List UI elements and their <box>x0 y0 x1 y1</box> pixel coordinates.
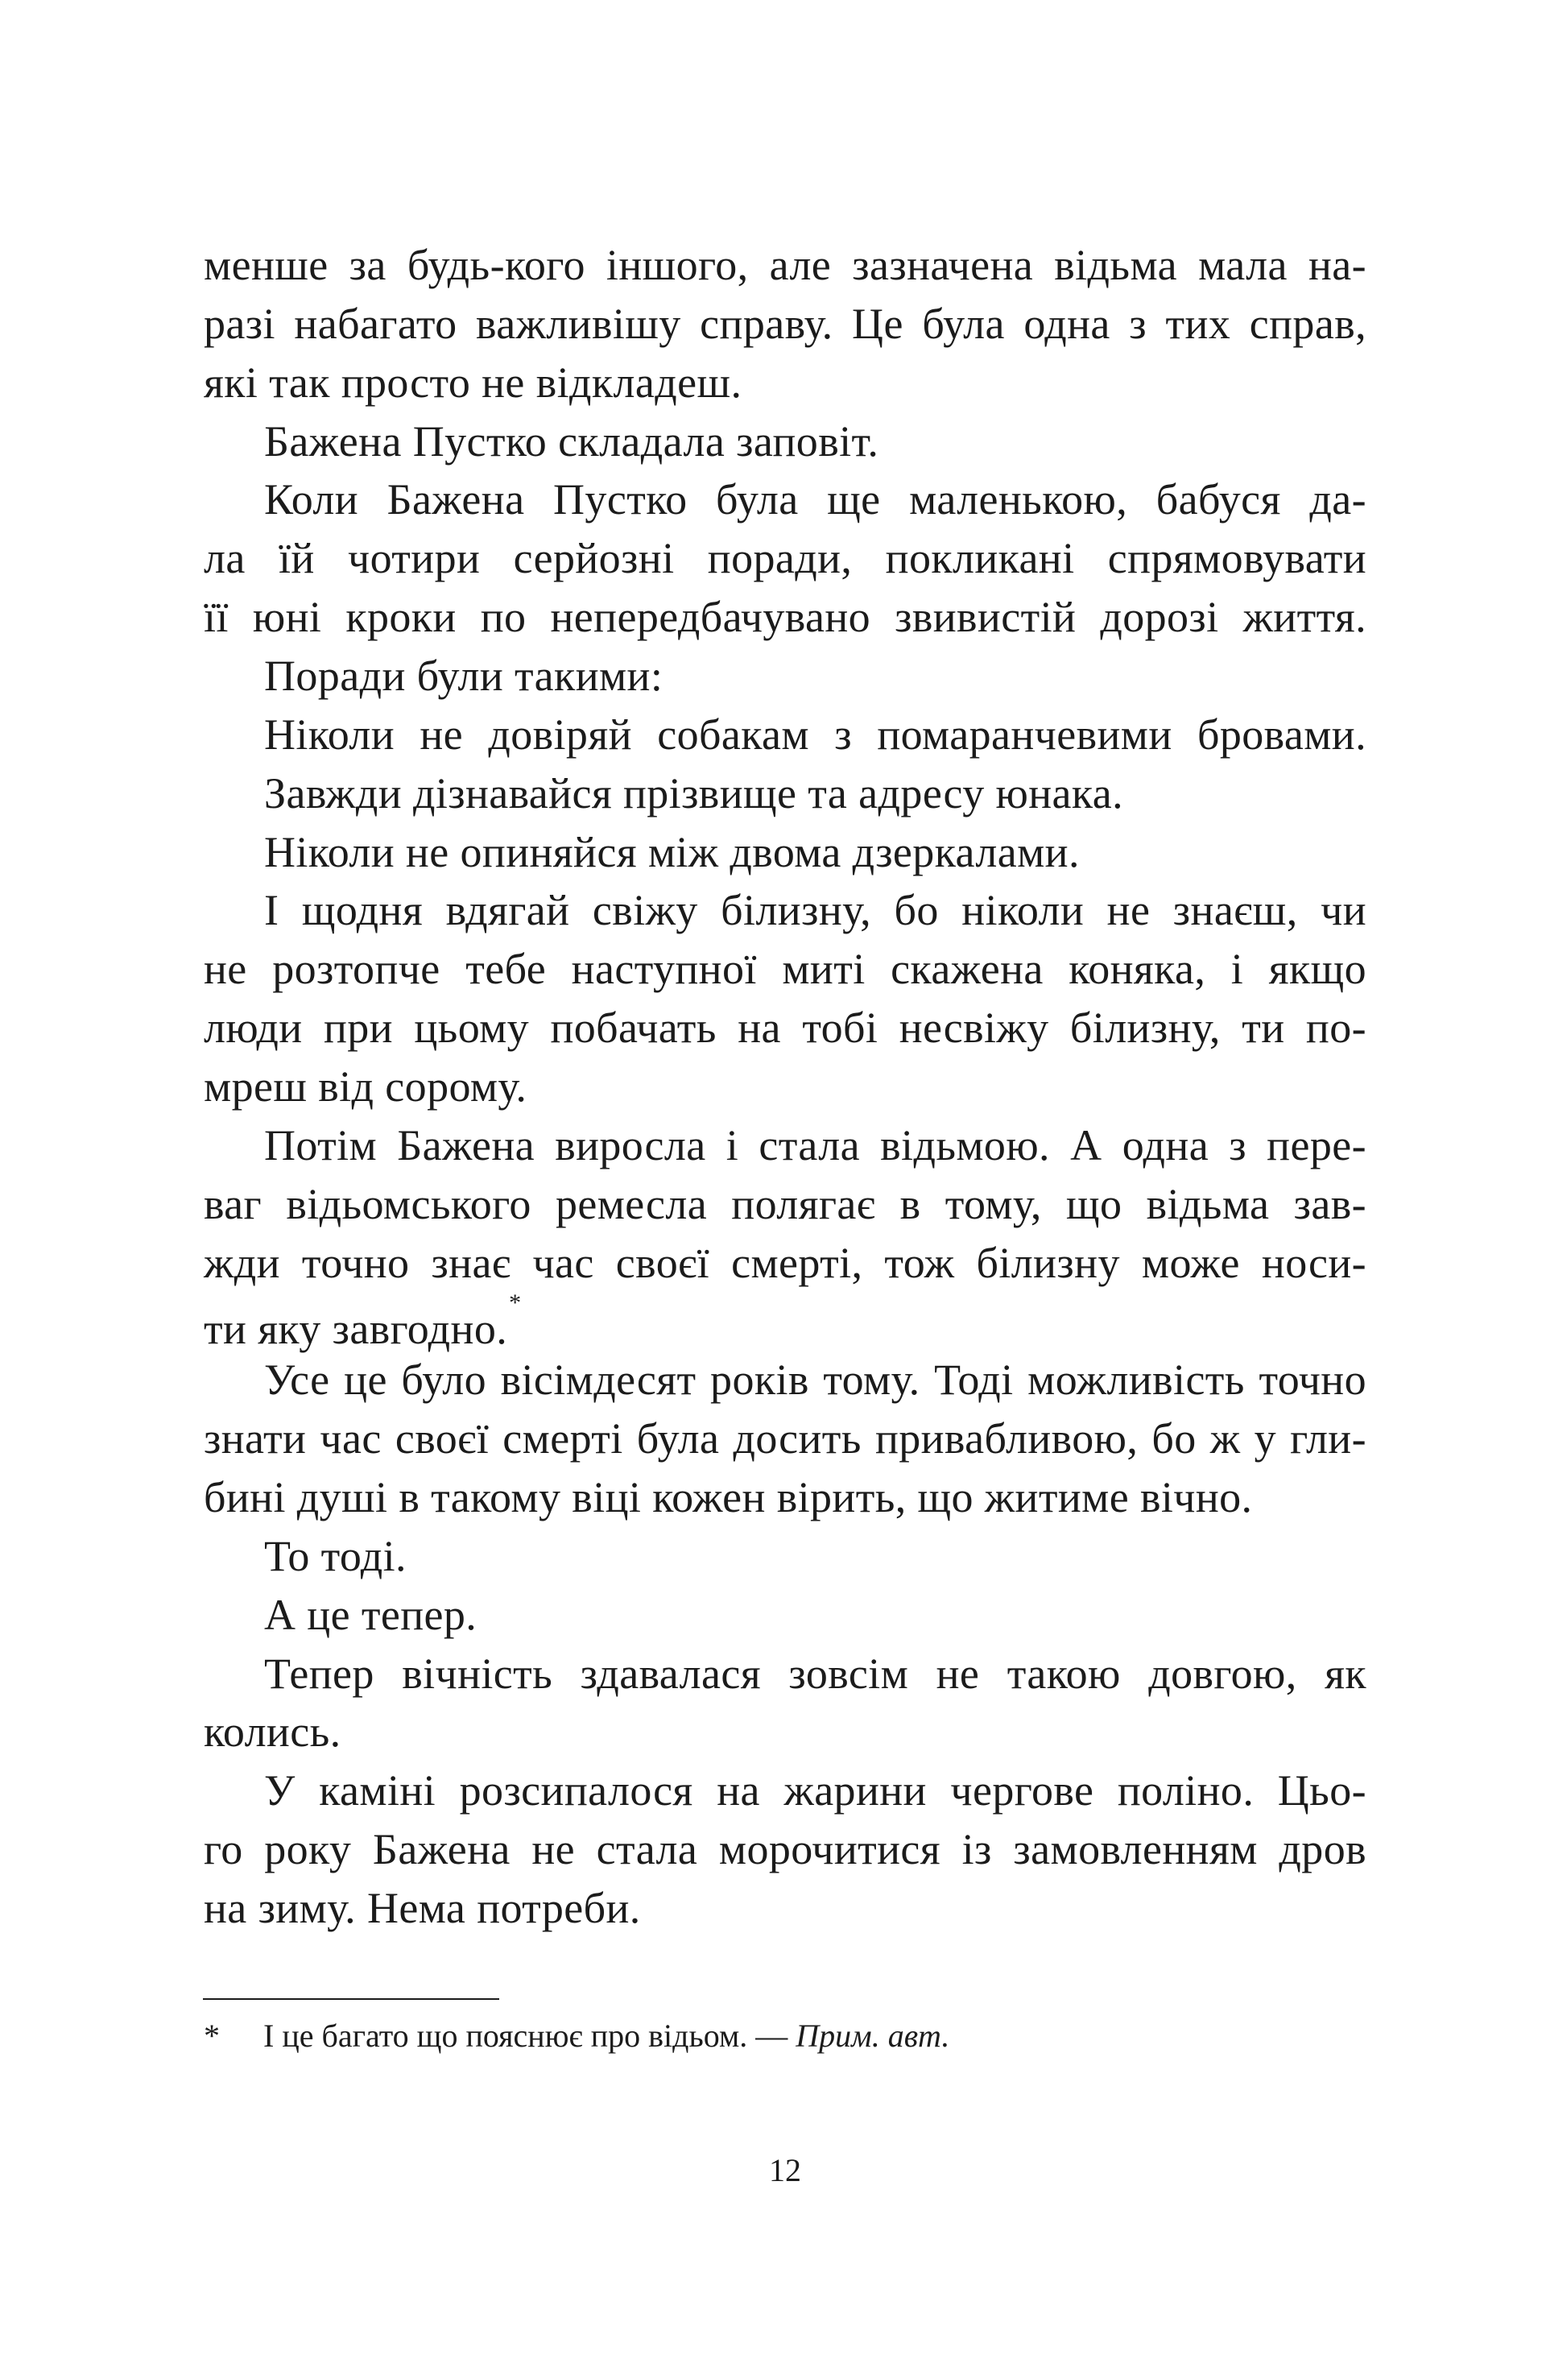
text-line: не розтопче тебе наступної миті скажена коняка, і якщо <box>204 945 1366 994</box>
text-line: Потім Бажена виросла і стала відьмою. А одна з пере- <box>264 1120 1366 1169</box>
footnote-text: І це багато що пояснює про відьом. — Прим. авт. <box>263 2018 950 2054</box>
text-line: Бажена Пустко складала заповіт. <box>264 416 879 466</box>
text-line: на зиму. Нема потреби. <box>204 1884 641 1933</box>
text-line: Тепер вічність здавалася зовсім не такою довгою, як <box>264 1649 1366 1698</box>
text-line: То тоді. <box>264 1531 407 1580</box>
text-line: менше за будь-кого іншого, але зазначена відьма мала на- <box>204 241 1366 289</box>
text-line: го року Бажена не стала морочитися із замовленням дров <box>204 1825 1366 1874</box>
text-line: Ніколи не довіряй собакам з помаранчевими бровами. <box>264 710 1366 759</box>
text-line: ла їй чотири серйозні поради, покликані спрямовувати <box>204 534 1366 583</box>
text-line: І щодня вдягай свіжу білизну, бо ніколи не знаєш, чи <box>264 886 1366 935</box>
text-line: А це тепер. <box>264 1590 477 1639</box>
text-line: знати час своєї смерті була досить привабливою, бо ж у гли- <box>204 1414 1366 1463</box>
text-line: люди при цьому побачать на тобі несвіжу білизну, ти по- <box>204 1004 1366 1053</box>
text-line: разі набагато важливішу справу. Це була одна з тих справ, <box>204 299 1366 348</box>
text-line: жди точно знає час своєї смерті, тож білизну може носи- <box>204 1238 1366 1287</box>
text-line: Усе це було вісімдесят років тому. Тоді можливість точно <box>264 1356 1366 1405</box>
text-line: мреш від сорому. <box>204 1062 527 1111</box>
text-line: Завжди дізнавайся прізвище та адресу юнака. <box>264 768 1123 817</box>
footnote-reference[interactable]: * <box>509 1289 522 1317</box>
text-line: її юні кроки по непередбачувано звивистій дорозі життя. <box>204 593 1366 642</box>
text-line: Коли Бажена Пустко була ще маленькою, бабуся да- <box>264 475 1366 524</box>
text-line: Поради були такими: <box>264 652 663 701</box>
body-text <box>204 236 1366 1938</box>
text-line: бині душі в такому віці кожен вірить, що житиме вічно. <box>204 1473 1253 1522</box>
footnote-mark: * <box>204 2018 220 2054</box>
text-line: У каміні розсипалося на жарини чергове поліно. Цьо- <box>264 1766 1366 1815</box>
footnote <box>204 2016 1366 2056</box>
page-number: 12 <box>769 2152 801 2188</box>
text-line: ти яку завгодно.* <box>204 1289 522 1354</box>
text-line: ваг відьомського ремесла полягає в тому, що відьма зав- <box>204 1179 1366 1228</box>
text-line: які так просто не відкладеш. <box>204 358 742 407</box>
text-line: колись. <box>204 1707 341 1757</box>
text-line: Ніколи не опиняйся між двома дзеркалами. <box>264 827 1080 876</box>
footnote-divider <box>203 1998 499 2000</box>
footnote-author-note: Прим. авт. <box>796 2018 950 2054</box>
